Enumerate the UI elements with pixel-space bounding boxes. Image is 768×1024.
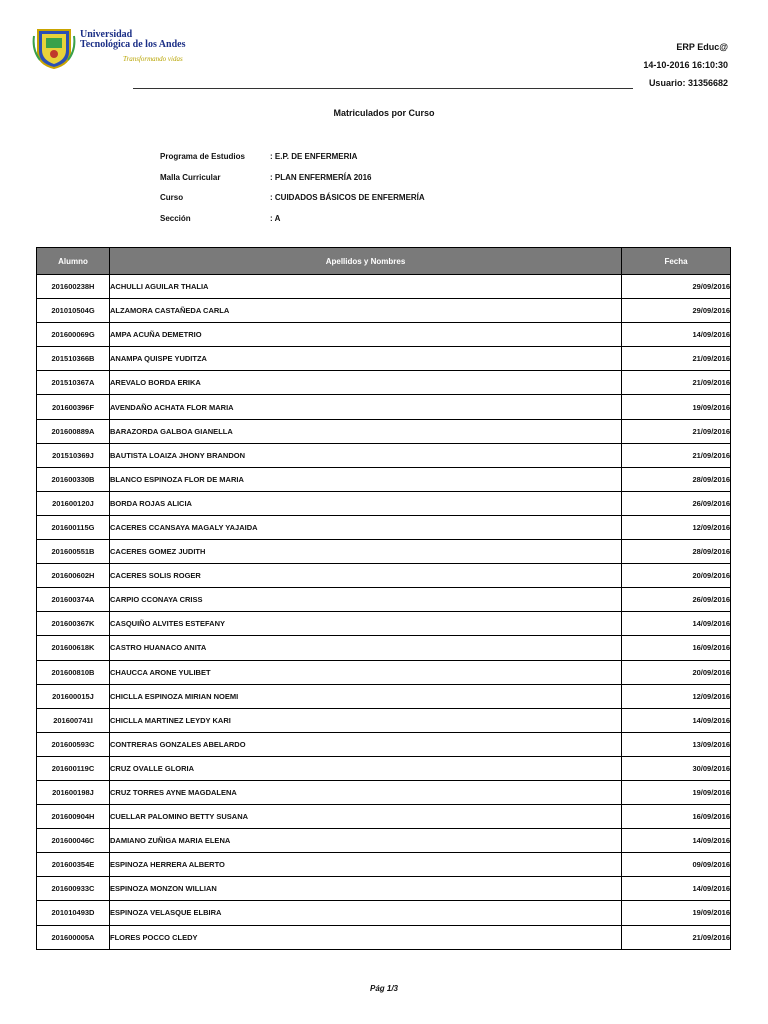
table-row [37,419,731,443]
table-header-row [37,248,731,275]
detail-value: : E.P. DE ENFERMERIA [270,151,358,161]
enrollment-date-cell: 14/09/2016 [622,877,731,901]
student-code-cell: 201600889A [37,419,110,443]
student-code-cell: 201600115G [37,515,110,539]
student-name-cell: CACERES CCANSAYA MAGALY YAJAIDA [110,515,622,539]
student-name-cell: ALZAMORA CASTAÑEDA CARLA [110,299,622,323]
enrollment-date-cell: 26/09/2016 [622,491,731,515]
enrollment-date-cell: 14/09/2016 [622,323,731,347]
table-row [37,443,731,467]
table-row [37,829,731,853]
table-row [37,515,731,539]
student-name-cell: CRUZ TORRES AYNE MAGDALENA [110,780,622,804]
system-name: ERP Educ@ [676,42,728,52]
table-row [37,491,731,515]
student-name-cell: AVENDAÑO ACHATA FLOR MARIA [110,395,622,419]
student-code-cell: 201600198J [37,780,110,804]
student-name-cell: CHICLLA ESPINOZA MIRIAN NOEMI [110,684,622,708]
column-header-student: Alumno [37,248,110,275]
table-row [37,756,731,780]
student-code-cell: 201600618K [37,636,110,660]
student-code-cell: 201600119C [37,756,110,780]
student-code-cell: 201600120J [37,491,110,515]
enrollment-date-cell: 16/09/2016 [622,636,731,660]
table-row [37,564,731,588]
table-row [37,371,731,395]
header-divider [133,88,633,89]
student-name-cell: BAUTISTA LOAIZA JHONY BRANDON [110,443,622,467]
enrollment-date-cell: 21/09/2016 [622,443,731,467]
student-code-cell: 201600551B [37,540,110,564]
detail-course [160,188,425,209]
enrollment-date-cell: 21/09/2016 [622,419,731,443]
student-code-cell: 201510367A [37,371,110,395]
enrollment-date-cell: 28/09/2016 [622,467,731,491]
student-code-cell: 201600593C [37,732,110,756]
detail-label: Malla Curricular [160,172,221,182]
student-name-cell: AREVALO BORDA ERIKA [110,371,622,395]
enrollment-date-cell: 21/09/2016 [622,347,731,371]
enrollment-date-cell: 26/09/2016 [622,588,731,612]
enrollment-table [36,247,731,950]
table-row [37,299,731,323]
student-code-cell: 201600367K [37,612,110,636]
detail-section [160,208,425,229]
enrollment-date-cell: 19/09/2016 [622,901,731,925]
table-body [37,275,731,950]
table-row [37,660,731,684]
student-code-cell: 201600046C [37,829,110,853]
student-code-cell: 201510366B [37,347,110,371]
report-title: Matriculados por Curso [333,108,435,118]
course-details [160,146,425,229]
detail-label: Programa de Estudios [160,151,245,161]
detail-value: : CUIDADOS BÁSICOS DE ENFERMERÍA [270,193,425,203]
enrollment-date-cell: 28/09/2016 [622,540,731,564]
student-code-cell: 201010504G [37,299,110,323]
table-row [37,347,731,371]
enrollment-date-cell: 09/09/2016 [622,853,731,877]
detail-program [160,146,425,167]
student-name-cell: FLORES POCCO CLEDY [110,925,622,949]
university-name [80,30,185,50]
enrollment-date-cell: 21/09/2016 [622,925,731,949]
page-number: Pág 1/3 [369,984,398,993]
report-datetime: 14-10-2016 16:10:30 [643,60,728,70]
table-row [37,780,731,804]
university-slogan: Transformando vidas [123,55,183,63]
report-info [643,38,728,92]
table-row [37,275,731,299]
enrollment-date-cell: 13/09/2016 [622,732,731,756]
enrollment-date-cell: 29/09/2016 [622,275,731,299]
table-row [37,805,731,829]
detail-curriculum [160,167,425,188]
detail-label: Sección [160,214,191,224]
detail-value: : A [270,214,281,224]
student-code-cell: 201600933C [37,877,110,901]
student-name-cell: CONTRERAS GONZALES ABELARDO [110,732,622,756]
enrollment-date-cell: 19/09/2016 [622,780,731,804]
enrollment-date-cell: 30/09/2016 [622,756,731,780]
student-code-cell: 201600904H [37,805,110,829]
student-code-cell: 201600330B [37,467,110,491]
enrollment-date-cell: 14/09/2016 [622,708,731,732]
enrollment-date-cell: 14/09/2016 [622,829,731,853]
enrollment-date-cell: 16/09/2016 [622,805,731,829]
university-name-line1: Universidad [80,29,133,40]
table-row [37,901,731,925]
detail-label: Curso [160,193,184,203]
student-name-cell: ESPINOZA MONZON WILLIAN [110,877,622,901]
enrollment-date-cell: 12/09/2016 [622,515,731,539]
table-row [37,853,731,877]
table-row [37,732,731,756]
student-code-cell: 201600354E [37,853,110,877]
column-header-name: Apellidos y Nombres [110,248,622,275]
student-name-cell: DAMIANO ZUÑIGA MARIA ELENA [110,829,622,853]
student-code-cell: 201600741I [37,708,110,732]
university-logo [32,26,76,70]
student-name-cell: BLANCO ESPINOZA FLOR DE MARIA [110,467,622,491]
student-code-cell: 201600069G [37,323,110,347]
enrollment-date-cell: 20/09/2016 [622,660,731,684]
enrollment-date-cell: 14/09/2016 [622,612,731,636]
table-row [37,708,731,732]
table-row [37,684,731,708]
student-code-cell: 201010493D [37,901,110,925]
student-code-cell: 201600015J [37,684,110,708]
enrollment-date-cell: 12/09/2016 [622,684,731,708]
enrollment-date-cell: 20/09/2016 [622,564,731,588]
student-name-cell: BARAZORDA GALBOA GIANELLA [110,419,622,443]
student-code-cell: 201600005A [37,925,110,949]
student-name-cell: CHICLLA MARTINEZ LEYDY KARI [110,708,622,732]
table-row [37,612,731,636]
student-code-cell: 201600602H [37,564,110,588]
table-row [37,395,731,419]
report-user: Usuario: 31356682 [648,78,728,88]
student-code-cell: 201510369J [37,443,110,467]
detail-value: : PLAN ENFERMERÍA 2016 [270,172,372,182]
student-name-cell: CUELLAR PALOMINO BETTY SUSANA [110,805,622,829]
student-code-cell: 201600238H [37,275,110,299]
column-header-date: Fecha [622,248,731,275]
enrollment-date-cell: 21/09/2016 [622,371,731,395]
student-code-cell: 201600396F [37,395,110,419]
student-name-cell: ESPINOZA HERRERA ALBERTO [110,853,622,877]
student-name-cell: CARPIO CCONAYA CRISS [110,588,622,612]
student-code-cell: 201600810B [37,660,110,684]
student-name-cell: ANAMPA QUISPE YUDITZA [110,347,622,371]
student-name-cell: CASQUIÑO ALVITES ESTEFANY [110,612,622,636]
enrollment-date-cell: 29/09/2016 [622,299,731,323]
student-name-cell: CRUZ OVALLE GLORIA [110,756,622,780]
student-name-cell: BORDA ROJAS ALICIA [110,491,622,515]
student-name-cell: ACHULLI AGUILAR THALIA [110,275,622,299]
student-name-cell: CHAUCCA ARONE YULIBET [110,660,622,684]
table-row [37,925,731,949]
student-name-cell: CACERES SOLIS ROGER [110,564,622,588]
student-name-cell: AMPA ACUÑA DEMETRIO [110,323,622,347]
table-row [37,877,731,901]
student-name-cell: ESPINOZA VELASQUE ELBIRA [110,901,622,925]
table-row [37,323,731,347]
student-name-cell: CASTRO HUANACO ANITA [110,636,622,660]
university-name-line2: Tecnológica de los Andes [80,39,186,50]
table-row [37,467,731,491]
student-name-cell: CACERES GOMEZ JUDITH [110,540,622,564]
enrollment-date-cell: 19/09/2016 [622,395,731,419]
table-row [37,636,731,660]
table-row [37,588,731,612]
table-row [37,540,731,564]
student-code-cell: 201600374A [37,588,110,612]
